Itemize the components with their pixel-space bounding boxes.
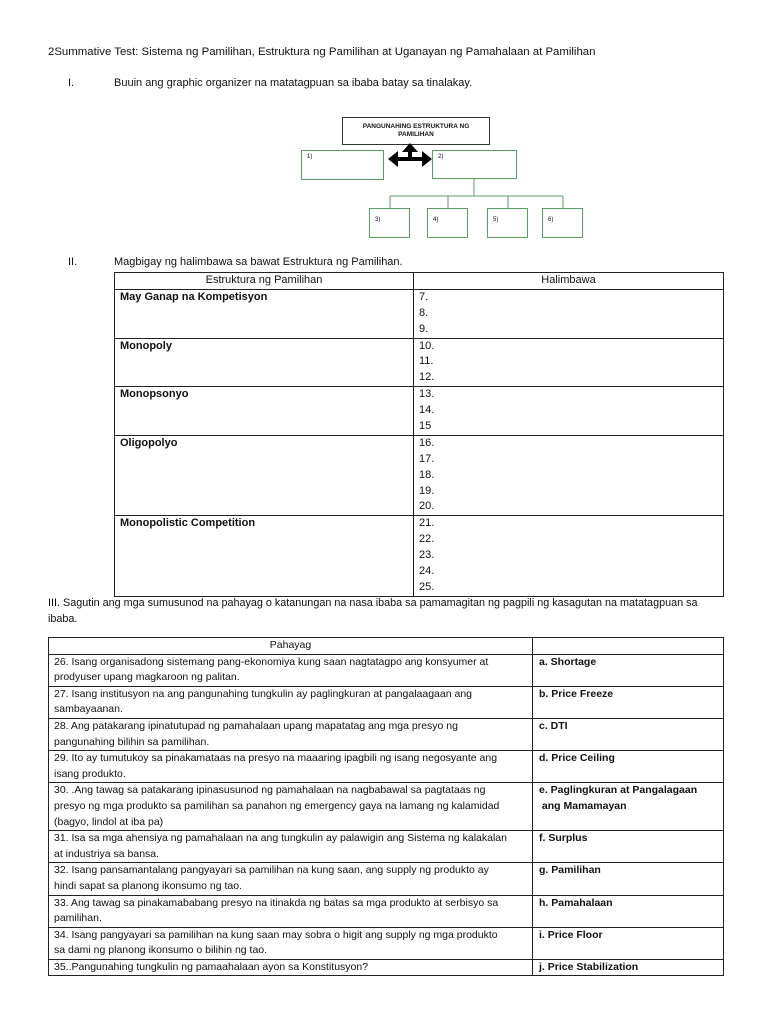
table-header-row xyxy=(115,273,724,290)
statement-line: 28. Ang patakarang ipinatutupad ng pamahalaan upang mapatatag ang mga presyo ng xyxy=(54,719,458,732)
choice-line: e. Paglingkuran at Pangalagaan xyxy=(539,784,698,797)
section-2-number: II. xyxy=(68,256,78,268)
structure-name: May Ganap na Kompetisyon xyxy=(115,289,414,338)
choice xyxy=(533,895,724,927)
header-structure: Estruktura ng Pamilihan xyxy=(115,273,414,290)
answer-slot: 9. xyxy=(419,322,429,335)
answer-slot: 12. xyxy=(419,371,435,384)
table-row xyxy=(115,338,724,387)
choice xyxy=(533,959,724,976)
statement-line: hindi sapat sa planong ikonsumo ng tao. xyxy=(54,879,242,892)
choice-line: a. Shortage xyxy=(539,655,597,668)
organizer-connectors xyxy=(0,0,768,260)
section-3-instruction xyxy=(48,595,760,627)
header-statement: Pahayag xyxy=(49,638,533,655)
statement-line: at industriya sa bansa. xyxy=(54,847,160,860)
answer-slot: 10. xyxy=(419,339,435,352)
header-example: Halimbawa xyxy=(414,273,724,290)
organizer-box-5: 5) xyxy=(487,208,528,238)
choice xyxy=(533,718,724,750)
section-2-instruction: Magbigay ng halimbawa sa bawat Estruktura ng Pamilihan. xyxy=(114,256,403,268)
organizer-box-1: 1) xyxy=(301,150,384,180)
example-list xyxy=(414,338,724,387)
example-list xyxy=(414,516,724,596)
statement-line: 29. Ito ay tumutukoy sa pinakamataas na presyo na maaaring ipagbili ng isang negosyante ang xyxy=(54,752,498,765)
organizer-top-label-1: PANGUNAHING ESTRUKTURA NG xyxy=(362,123,470,130)
statement-line: isang produkto. xyxy=(54,767,126,780)
choice xyxy=(533,927,724,959)
table-row xyxy=(115,435,724,515)
statement-line: 31. Isa sa mga ahensiya ng pamahalaan na ang tungkulin ay palawigin ang Sistema ng kalakalan xyxy=(54,832,507,845)
table-row xyxy=(49,654,724,686)
statement-line: 26. Isang organisadong sistemang pang-ekonomiya kung saan nagtatagpo ang konsyumer at xyxy=(54,655,489,668)
table-row xyxy=(49,718,724,750)
example-list xyxy=(414,435,724,515)
section-1-number: I. xyxy=(68,77,75,89)
choice-line: h. Pamahalaan xyxy=(539,896,613,909)
structure-name: Oligopolyo xyxy=(115,435,414,515)
structure-name: Monopoly xyxy=(115,338,414,387)
matching-table xyxy=(48,637,724,976)
answer-slot: 22. xyxy=(419,533,435,546)
answer-slot: 8. xyxy=(419,306,429,319)
answer-slot: 19. xyxy=(419,484,435,497)
answer-slot: 23. xyxy=(419,549,435,562)
table-row xyxy=(49,831,724,863)
statement xyxy=(49,831,533,863)
choice-line: j. Price Stabilization xyxy=(539,960,639,973)
statement-line: 30. .Ang tawag sa patakarang ipinasusunod ng pamahalaan na nagbabawal sa pagtataas ng xyxy=(54,784,486,797)
answer-slot: 14. xyxy=(419,404,435,417)
choice xyxy=(533,783,724,831)
choice xyxy=(533,863,724,895)
answer-slot: 25. xyxy=(419,580,435,593)
choice xyxy=(533,831,724,863)
choice xyxy=(533,654,724,686)
section-3-instruction-line-2: ibaba. xyxy=(48,613,78,625)
structure-name: Monopolistic Competition xyxy=(115,516,414,596)
choice-line: c. DTI xyxy=(539,719,568,732)
statement-line: pangunahing bilihin sa pamilihan. xyxy=(54,735,210,748)
statement xyxy=(49,863,533,895)
table-row xyxy=(49,927,724,959)
choice-line: i. Price Floor xyxy=(539,928,603,941)
table-row xyxy=(115,289,724,338)
statement-line: pamilihan. xyxy=(54,912,102,925)
statement-line: presyo ng mga produkto sa pamilihan sa panahon ng emergency gaya na lamang ng kalamidad xyxy=(54,799,500,812)
statement xyxy=(49,959,533,976)
statement-line: 35..Pangunahing tungkulin ng pamaahalaan ayon sa Konstitusyon? xyxy=(54,960,369,973)
statement xyxy=(49,686,533,718)
organizer-box-6: 6) xyxy=(542,208,583,238)
table-row xyxy=(49,751,724,783)
answer-slot: 18. xyxy=(419,468,435,481)
statement-line: (bagyo, lindol at iba pa) xyxy=(54,815,164,828)
statement xyxy=(49,751,533,783)
choice xyxy=(533,751,724,783)
statement xyxy=(49,783,533,831)
choice-line: d. Price Ceiling xyxy=(539,752,615,765)
answer-slot: 17. xyxy=(419,452,435,465)
page-title: 2Summative Test: Sistema ng Pamilihan, Estruktura ng Pamilihan at Uganayan ng Pamahalaan at Pamilihan xyxy=(48,46,596,58)
statement-line: sa dami ng planong ikonsumo o bilihin ng tao. xyxy=(54,944,268,957)
header-choices xyxy=(533,638,724,655)
table-row xyxy=(115,387,724,436)
statement-line: 33. Ang tawag sa pinakamababang presyo na itinakda ng batas sa mga produkto at serbisyo sa xyxy=(54,896,499,909)
statement-line: sambayaanan. xyxy=(54,703,123,716)
answer-slot: 15 xyxy=(419,420,432,433)
example-list xyxy=(414,289,724,338)
example-list xyxy=(414,387,724,436)
organizer-top-label-2: PAMILIHAN xyxy=(398,131,434,138)
answer-slot: 13. xyxy=(419,388,435,401)
choice-line: b. Price Freeze xyxy=(539,687,614,700)
answer-slot: 21. xyxy=(419,517,435,530)
choice-line: f. Surplus xyxy=(539,832,588,845)
table-row xyxy=(49,895,724,927)
structure-table xyxy=(114,272,724,597)
table-header-row xyxy=(49,638,724,655)
answer-slot: 16. xyxy=(419,436,435,449)
three-way-arrow-icon xyxy=(388,143,432,167)
statement-line: 34. Isang pangyayari sa pamilihan na kung saan may sobra o higit ang supply ng mga produkto xyxy=(54,928,498,941)
statement xyxy=(49,895,533,927)
answer-slot: 20. xyxy=(419,500,435,513)
table-row xyxy=(49,686,724,718)
organizer-box-4: 4) xyxy=(427,208,468,238)
statement-line: prodyuser upang magkaroon ng palitan. xyxy=(54,671,240,684)
section-3-number: III. xyxy=(48,597,60,609)
table-row xyxy=(49,959,724,976)
answer-slot: 11. xyxy=(419,355,434,368)
table-row xyxy=(49,783,724,831)
statement xyxy=(49,654,533,686)
statement xyxy=(49,718,533,750)
statement-line: 32. Isang pansamantalang pangyayari sa pamilihan na kung saan, ang supply ng produkto ay xyxy=(54,864,489,877)
section-3-instruction-line-1: Sagutin ang mga sumusunod na pahayag o katanungan na nasa ibaba sa pamamagitan ng pagpili ng kasagutan na matatagpuan sa xyxy=(63,597,698,609)
statement xyxy=(49,927,533,959)
tree-connector-lines xyxy=(390,179,563,208)
organizer-box-3: 3) xyxy=(369,208,410,238)
structure-name: Monopsonyo xyxy=(115,387,414,436)
answer-slot: 7. xyxy=(419,290,429,303)
organizer-box-2: 2) xyxy=(432,150,517,179)
choice-line: g. Pamilihan xyxy=(539,864,601,877)
table-row xyxy=(49,863,724,895)
section-1-instruction: Buuin ang graphic organizer na matatagpuan sa ibaba batay sa tinalakay. xyxy=(114,77,473,89)
answer-slot: 24. xyxy=(419,565,435,578)
statement-line: 27. Isang institusyon na ang pangunahing tungkulin ay paglingkuran at pangalaagaan ang xyxy=(54,687,473,700)
table-row xyxy=(115,516,724,596)
choice xyxy=(533,686,724,718)
choice-line: ang Mamamayan xyxy=(539,799,627,812)
